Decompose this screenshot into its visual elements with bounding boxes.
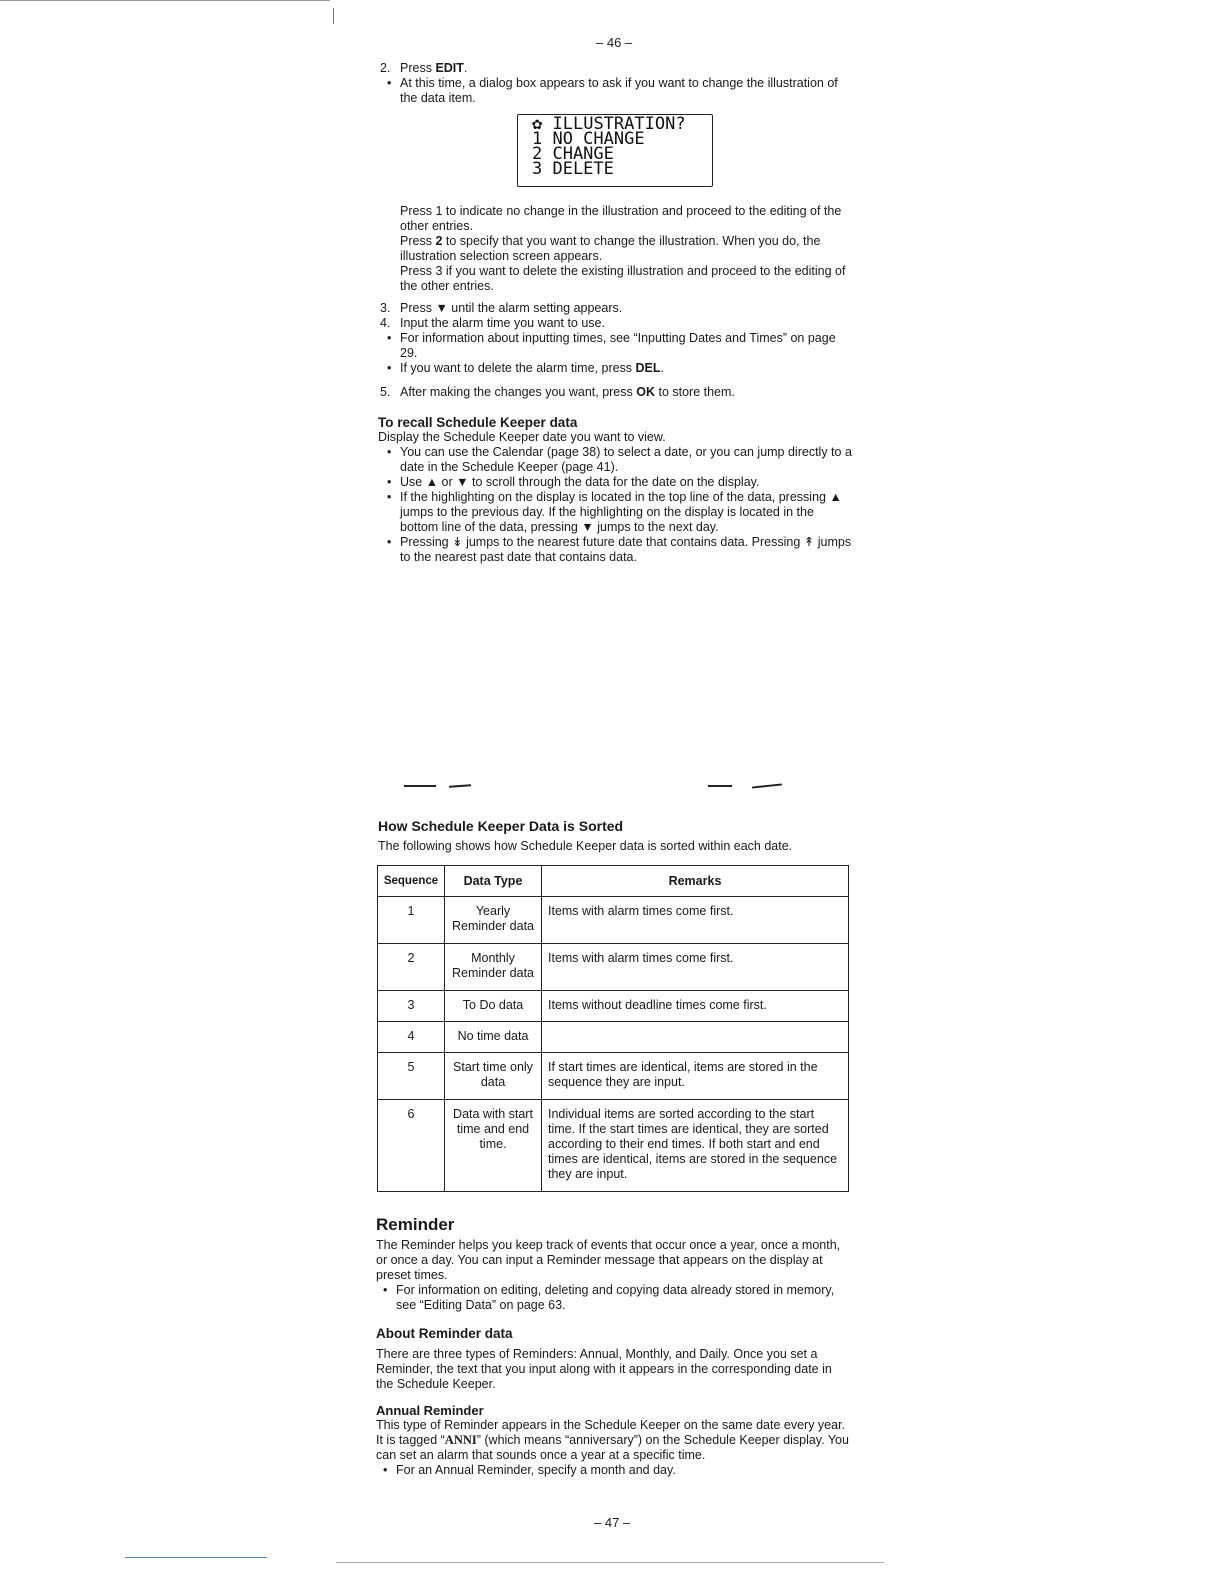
- table-header-row: [378, 866, 849, 897]
- down-arrow-icon: ▼: [456, 475, 469, 489]
- header-remarks: Remarks: [542, 866, 849, 897]
- press-option-2-key: 2: [435, 234, 443, 248]
- cut-mark-right-1: [708, 785, 732, 787]
- recall-bullet-2-post: to scroll through the data for the date on the display.: [468, 475, 760, 489]
- down-arrow-icon: ▼: [435, 301, 448, 315]
- lcd-line-2: 1 NO CHANGE: [532, 129, 645, 149]
- step-5: [378, 385, 854, 400]
- reminder-heading: Reminder: [376, 1215, 455, 1234]
- remarks-cell: [542, 1022, 849, 1053]
- recall-bullet-3-pre: If the highlighting on the display is located in the top line of the data, pressing: [400, 490, 830, 504]
- press-option-3: [378, 264, 854, 294]
- about-heading: About Reminder data: [376, 1326, 513, 1341]
- scan-edge-line-vertical: [333, 8, 334, 24]
- down-arrow-icon: ▼: [581, 520, 594, 534]
- up-arrow-icon: ▲: [829, 490, 842, 504]
- table-row: [378, 944, 849, 991]
- sequence-cell: 4: [378, 1022, 445, 1053]
- step-2-section: [378, 61, 854, 106]
- press-option-3-pre: Press: [400, 264, 436, 278]
- edit-key-label: EDIT: [435, 61, 464, 75]
- cut-mark-right-2: [752, 783, 782, 788]
- recall-bullet-2: [378, 475, 854, 490]
- remarks-cell: Items without deadline times come first.: [542, 991, 849, 1022]
- jump-down-icon: ↡: [452, 535, 463, 549]
- table-row: [378, 1100, 849, 1192]
- sequence-cell: 1: [378, 897, 445, 944]
- remarks-cell: Items with alarm times come first.: [542, 944, 849, 991]
- remarks-cell: Individual items are sorted according to the start time. If the start times are identical, they are sorted according to their end times. If both start and end times are identical, items are stored in the sequence they are input.: [542, 1100, 849, 1192]
- step-4-bullet-2-pre: If you want to delete the alarm time, press: [400, 361, 636, 375]
- jump-up-icon: ↟: [803, 535, 815, 549]
- recall-bullet-3-mid: jumps to the previous day. If the highlighting on the display is located in the bottom line of the data, pressing: [400, 505, 814, 534]
- press-option-1: [378, 204, 854, 234]
- step-4-text: Input the alarm time you want to use.: [400, 316, 605, 330]
- sort-order-table: [377, 865, 849, 1192]
- annual-text-post: ” (which means “anniversary”) on the Schedule Keeper display. You can set an alarm that sounds once a year at a specific time.: [376, 1433, 849, 1462]
- step-4-bullet-2-post: .: [660, 361, 665, 375]
- illustration-icon: ✿: [532, 114, 543, 134]
- sorted-heading: How Schedule Keeper Data is Sorted: [378, 818, 624, 834]
- recall-bullet-1: • You can use the Calendar (page 38) to select a date, or you can jump directly to a date in the Schedule Keeper (page 41).: [378, 445, 854, 475]
- press-option-2: [378, 234, 854, 264]
- recall-heading: To recall Schedule Keeper data: [378, 415, 578, 430]
- data-type-cell: Data with start time and end time.: [445, 1100, 542, 1192]
- table-row: [378, 897, 849, 944]
- recall-bullet-4-mid: jumps to the nearest future date that contains data. Pressing: [462, 535, 804, 549]
- lcd-line-3: 2 CHANGE: [532, 144, 614, 164]
- page-number-bottom: – 47 –: [594, 1515, 631, 1530]
- sequence-cell: 6: [378, 1100, 445, 1192]
- step-3-pre: Press: [400, 301, 436, 315]
- step-2-number: 2.: [380, 61, 391, 75]
- data-type-cell: To Do data: [445, 991, 542, 1022]
- recall-bullet-2-mid: or: [438, 475, 457, 489]
- header-sequence: Sequence: [378, 866, 445, 897]
- table-row: [378, 991, 849, 1022]
- step-5-post: to store them.: [655, 385, 735, 399]
- step-3-post: until the alarm setting appears.: [447, 301, 623, 315]
- data-type-cell: No time data: [445, 1022, 542, 1053]
- press-option-3-post: if you want to delete the existing illustration and proceed to the editing of the other entries.: [400, 264, 846, 293]
- recall-bullet-4-pre: Pressing: [400, 535, 453, 549]
- del-key-label: DEL: [635, 361, 661, 375]
- illustration-dialog-display: [517, 114, 713, 187]
- ok-key-label: OK: [636, 385, 655, 399]
- table-row: [378, 1053, 849, 1100]
- step-5-pre: After making the changes you want, press: [400, 385, 637, 399]
- step-4-bullet-2: [378, 361, 854, 376]
- up-arrow-icon: ▲: [425, 475, 439, 489]
- cut-mark-left-1: [404, 785, 436, 787]
- steps-3-5: [378, 301, 854, 400]
- reminder-intro: The Reminder helps you keep track of events that occur once a year, once a month, or once a day. You can input a Reminder message that appears on the display at preset times.: [376, 1238, 841, 1282]
- step-5-number: 5.: [380, 385, 391, 399]
- step-4-number: 4.: [380, 316, 391, 330]
- cut-mark-left-2: [449, 784, 471, 788]
- recall-bullet-4-post: jumps to the nearest past date that contains data.: [400, 535, 852, 564]
- press-option-2-post: to specify that you want to change the illustration. When you do, the illustration selection screen appears.: [400, 234, 821, 263]
- press-options: [378, 204, 854, 294]
- press-option-2-pre: Press: [400, 234, 436, 248]
- annual-heading: Annual Reminder: [376, 1403, 484, 1418]
- recall-section: [378, 415, 854, 565]
- scan-edge-line-bottom-left: [125, 1557, 267, 1558]
- recall-intro: Display the Schedule Keeper date you want to view.: [378, 430, 666, 444]
- step-4: [378, 316, 854, 331]
- step-2-pre: Press: [400, 61, 436, 75]
- header-data-type: Data Type: [445, 866, 542, 897]
- recall-bullet-3-post: jumps to the next day.: [593, 520, 719, 534]
- press-option-1-key: 1: [435, 204, 443, 218]
- data-type-cell: Start time only data: [445, 1053, 542, 1100]
- remarks-cell: If start times are identical, items are stored in the sequence they are input.: [542, 1053, 849, 1100]
- step-4-bullet-1: • For information about inputting times, see “Inputting Dates and Times” on page 29.: [378, 331, 854, 361]
- sorted-section: [378, 819, 858, 854]
- recall-bullet-3: [378, 490, 854, 535]
- step-2: [378, 61, 854, 76]
- annual-bullet: • For an Annual Reminder, specify a month and day.: [376, 1463, 852, 1478]
- press-option-3-key: 3: [435, 264, 443, 278]
- sequence-cell: 2: [378, 944, 445, 991]
- annual-text-pre: This type of Reminder appears in the Schedule Keeper on the same date every year. It is tagged “: [376, 1418, 846, 1447]
- about-text: There are three types of Reminders: Annual, Monthly, and Daily. Once you set a Reminder, the text that you input along with it appears in the corresponding date in the Schedule Keeper.: [376, 1347, 832, 1391]
- sequence-cell: 5: [378, 1053, 445, 1100]
- lcd-line-4: 3 DELETE: [532, 159, 614, 179]
- sorted-intro: The following shows how Schedule Keeper data is sorted within each date.: [378, 839, 793, 853]
- scan-edge-line-top: [0, 0, 330, 1]
- lcd-title: ILLUSTRATION?: [552, 114, 686, 134]
- page-number-top: – 46 –: [596, 35, 633, 50]
- anni-tag: ANNI: [444, 1433, 477, 1447]
- step-3: [378, 301, 854, 316]
- step-2-post: .: [463, 61, 468, 75]
- press-option-1-pre: Press: [400, 204, 436, 218]
- table-row: [378, 1022, 849, 1053]
- annual-text: [376, 1418, 852, 1463]
- data-type-cell: Yearly Reminder data: [445, 897, 542, 944]
- sequence-cell: 3: [378, 991, 445, 1022]
- step-3-number: 3.: [380, 301, 391, 315]
- reminder-section: [376, 1217, 852, 1478]
- step-2-bullet: • At this time, a dialog box appears to ask if you want to change the illustration of the data item.: [378, 76, 854, 106]
- remarks-cell: Items with alarm times come first.: [542, 897, 849, 944]
- data-type-cell: Monthly Reminder data: [445, 944, 542, 991]
- reminder-bullet: • For information on editing, deleting and copying data already stored in memory, see “Editing Data” on page 63.: [376, 1283, 852, 1313]
- scan-edge-line-bottom: [336, 1562, 884, 1563]
- recall-bullet-2-pre: Use: [400, 475, 426, 489]
- press-option-1-post: to indicate no change in the illustration and proceed to the editing of the other entries.: [400, 204, 842, 233]
- recall-bullet-4: [378, 535, 854, 565]
